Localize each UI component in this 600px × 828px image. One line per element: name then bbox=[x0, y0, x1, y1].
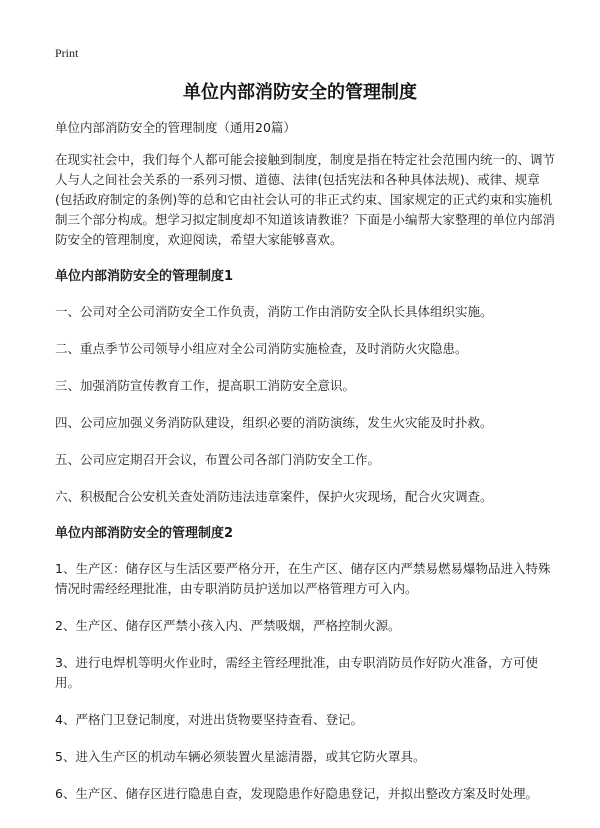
list-item: 六、积极配合公安机关查处消防违法违章案件，保护火灾现场，配合火灾调查。 bbox=[55, 489, 493, 504]
section-heading: 单位内部消防安全的管理制度1 bbox=[55, 269, 234, 284]
list-item: 五、公司应定期召开会议，布置公司各部门消防安全工作。 bbox=[55, 452, 381, 467]
list-item: 6、生产区、储存区进行隐患自查，发现隐患作好隐患登记，并拟出整改方案及时处理。 bbox=[55, 786, 538, 801]
list-item: 二、重点季节公司领导小组应对全公司消防实施检查，及时消防火灾隐患。 bbox=[55, 341, 468, 356]
list-item: 一、公司对全公司消防安全工作负责，消防工作由消防安全队长具体组织实施。 bbox=[55, 304, 493, 319]
print-label: Print bbox=[55, 46, 79, 60]
page-title: 单位内部消防安全的管理制度 bbox=[183, 82, 417, 103]
list-item: 3、进行电焊机等明火作业时，需经主管经理批准，由专职消防员作好防火准备，方可使用。 bbox=[55, 655, 538, 690]
list-item: 4、严格门卫登记制度，对进出货物要坚持查看、登记。 bbox=[55, 712, 363, 727]
section-heading: 单位内部消防安全的管理制度2 bbox=[55, 526, 234, 541]
list-item: 1、生产区：储存区与生活区要严格分开，在生产区、储存区内严禁易燃易爆物品进入特殊情况时需经经理批准，由专职消防员护送加以严格管理方可入内。 bbox=[55, 561, 551, 596]
document-body bbox=[55, 118, 555, 821]
list-item: 2、生产区、储存区严禁小孩入内、严禁吸烟，严格控制火源。 bbox=[55, 618, 401, 633]
list-item: 四、公司应加强义务消防队建设，组织必要的消防演练，发生火灾能及时扑救。 bbox=[55, 415, 493, 430]
list-item: 三、加强消防宣传教育工作，提高职工消防安全意识。 bbox=[55, 378, 356, 393]
intro-paragraph: 在现实社会中，我们每个人都可能会接触到制度，制度是指在特定社会范围内统一的、调节人与人之间社会关系的一系列习惯、道德、法律(包括宪法和各种具体法规)、戒律、规章(包括政府制定的条例)等的总和它由社会认可的非正式约束、国家规定的正式约束和实施机制三个部分构成。想学习拟定制度却不知道该请教谁？下面是小编帮大家整理的单位内部消防安全的管理制度，欢迎阅读，希望大家能够喜欢。 bbox=[55, 152, 556, 247]
document-subtitle: 单位内部消防安全的管理制度（通用20篇） bbox=[55, 120, 296, 135]
section-1 bbox=[55, 267, 555, 507]
section-2 bbox=[55, 524, 555, 804]
list-item: 5、进入生产区的机动车辆必须装置火星滤清器，或其它防火罩具。 bbox=[55, 749, 426, 764]
